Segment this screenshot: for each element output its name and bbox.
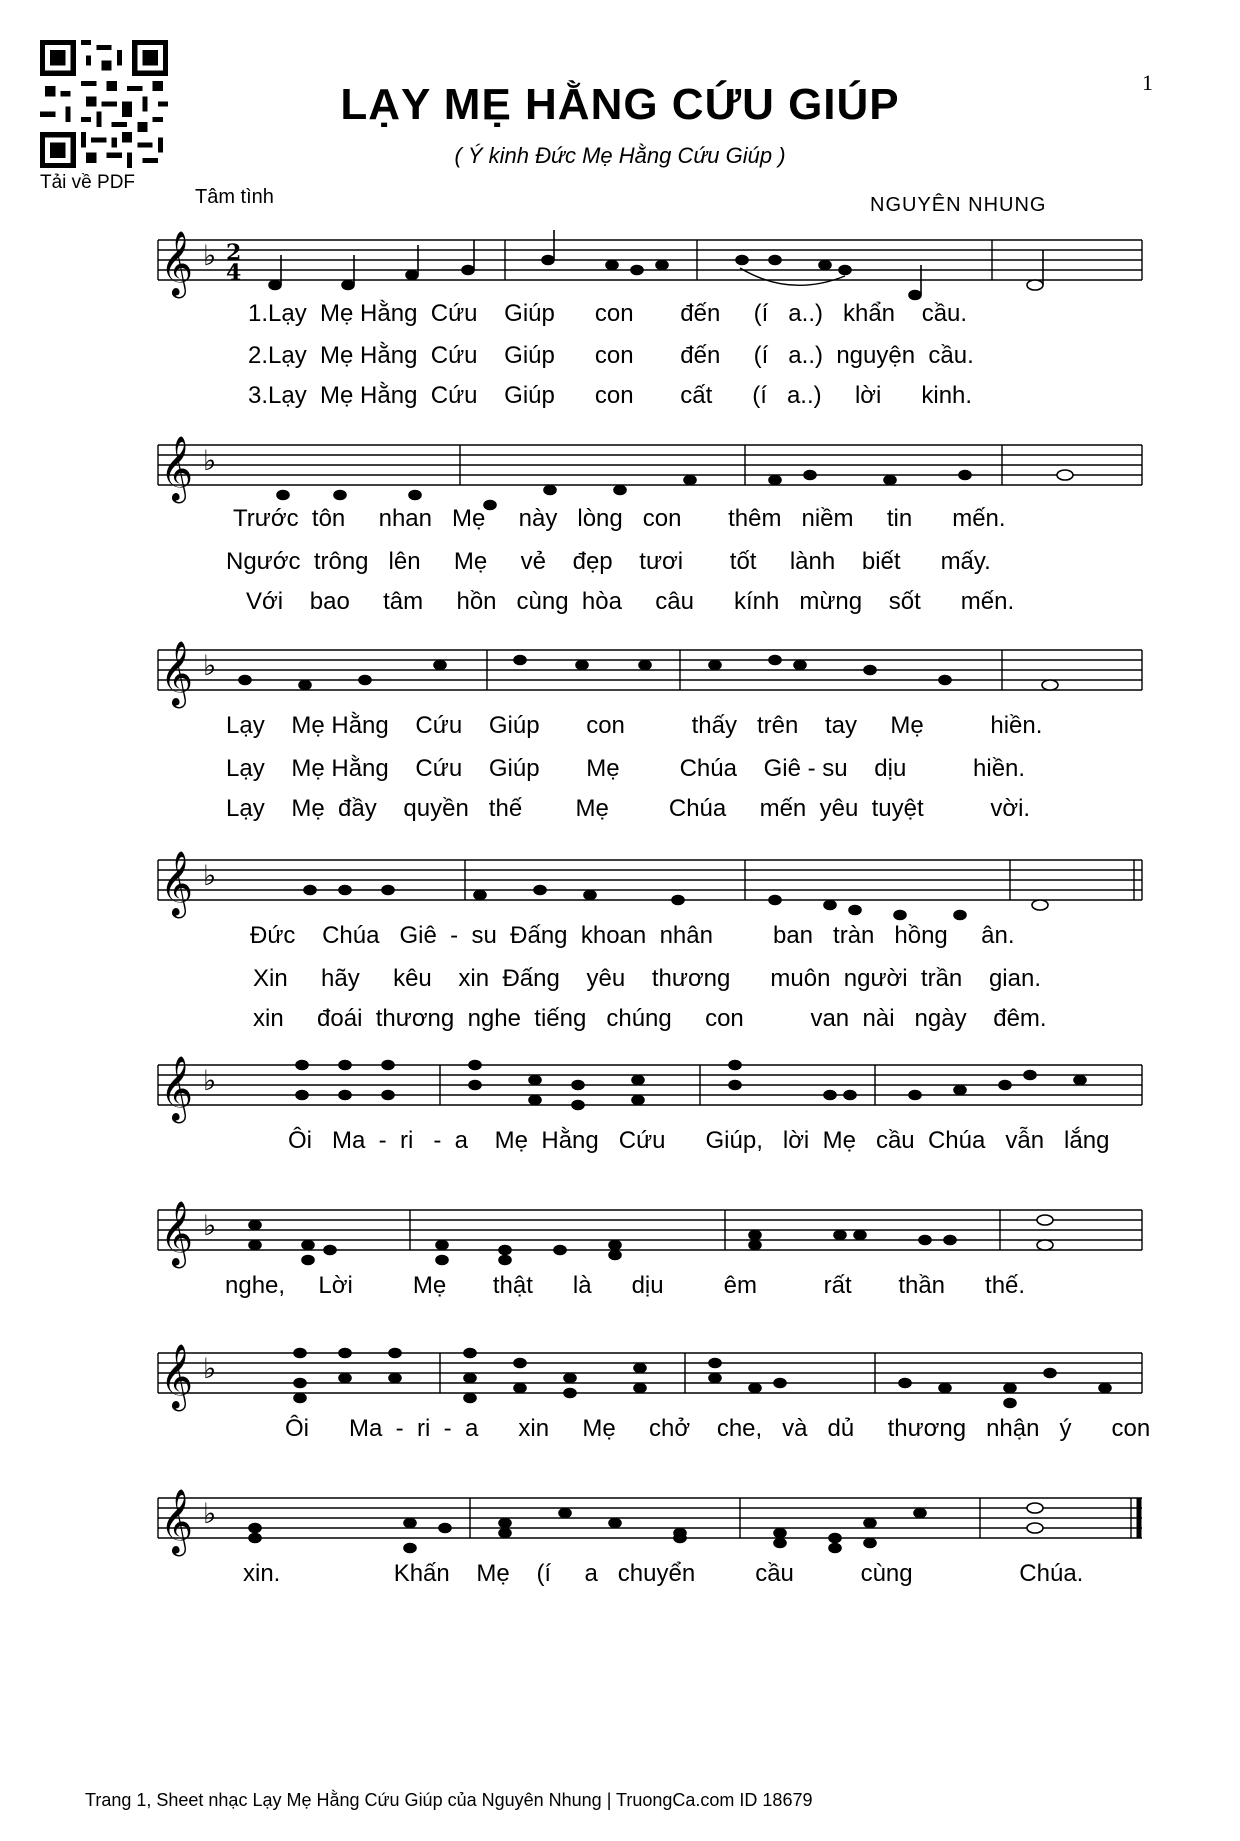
composer-name: NGUYÊN NHUNG xyxy=(870,194,1047,216)
time-signature-bottom: 4 xyxy=(226,260,242,286)
lyric-verse-1-line-1: 1.Lạy Mẹ Hằng Cứu Giúp con đến (í a..) khẩn cầu. xyxy=(248,300,968,327)
lyric-verse-2-line-3: Lạy Mẹ Hằng Cứu Giúp Mẹ Chúa Giê - su dịu hiền. xyxy=(226,755,1026,782)
time-signature-top: 2 xyxy=(226,240,242,266)
svg-text:𝄞: 𝄞 xyxy=(160,1056,194,1121)
lyric-chorus-line-1: Ôi Ma - ri - a Mẹ Hằng Cứu Giúp, lời Mẹ cầu Chúa vẫn lắng xyxy=(288,1127,1110,1154)
svg-text:𝄞: 𝄞 xyxy=(160,641,194,706)
song-title: LẠY MẸ HẰNG CỨU GIÚP xyxy=(340,80,900,129)
svg-text:♭: ♭ xyxy=(203,1497,217,1530)
lyric-verse-3-line-2: Với bao tâm hồn cùng hòa câu kính mừng sốt mến. xyxy=(246,588,1015,615)
lyric-verse-2-line-1: 2.Lạy Mẹ Hằng Cứu Giúp con đến (í a..) nguyện cầu. xyxy=(248,342,974,369)
lyric-verse-2-line-2: Ngước trông lên Mẹ vẻ đẹp tươi tốt lành biết mấy. xyxy=(226,548,991,575)
tempo-marking: Tâm tình xyxy=(195,186,274,208)
svg-text:𝄞: 𝄞 xyxy=(160,851,194,916)
song-subtitle: ( Ý kinh Đức Mẹ Hằng Cứu Giúp ) xyxy=(454,143,786,168)
lyric-chorus-line-4: xin. Khấn Mẹ (í a chuyển cầu cùng Chúa. xyxy=(243,1560,1084,1587)
svg-text:♭: ♭ xyxy=(203,1064,217,1097)
lyric-chorus-line-2: nghe, Lời Mẹ thật là dịu êm rất thần thế. xyxy=(225,1272,1026,1299)
page-number: 1 xyxy=(1142,70,1153,95)
page-footer: Trang 1, Sheet nhạc Lạy Mẹ Hằng Cứu Giúp của Nguyên Nhung | TruongCa.com ID 18679 xyxy=(85,1790,813,1810)
svg-text:𝄞: 𝄞 xyxy=(160,231,194,296)
svg-text:♭: ♭ xyxy=(203,1209,217,1242)
lyric-chorus-line-3: Ôi Ma - ri - a xin Mẹ chở che, và dủ thương nhận ý con xyxy=(285,1415,1151,1442)
download-pdf-label[interactable]: Tải về PDF xyxy=(40,172,136,193)
lyric-verse-1-line-2: Trước tôn nhan Mẹ này lòng con thêm niềm tin mến. xyxy=(233,505,1006,532)
lyric-verse-1-line-4: Đức Chúa Giê - su Đấng khoan nhân ban tràn hồng ân. xyxy=(250,922,1015,949)
svg-text:♭: ♭ xyxy=(203,239,217,272)
lyric-verse-3-line-3: Lạy Mẹ đầy quyền thế Mẹ Chúa mến yêu tuyệt vời. xyxy=(226,795,1031,822)
lyric-verse-3-line-1: 3.Lạy Mẹ Hằng Cứu Giúp con cất (í a..) lời kinh. xyxy=(248,382,973,409)
lyric-verse-1-line-3: Lạy Mẹ Hằng Cứu Giúp con thấy trên tay Mẹ hiền. xyxy=(226,712,1043,739)
svg-text:𝄞: 𝄞 xyxy=(160,1201,194,1266)
svg-text:♭: ♭ xyxy=(203,1352,217,1385)
svg-text:𝄞: 𝄞 xyxy=(160,436,194,501)
svg-text:♭: ♭ xyxy=(203,444,217,477)
lyric-verse-2-line-4: Xin hãy kêu xin Đấng yêu thương muôn người trần gian. xyxy=(253,965,1041,992)
svg-text:𝄞: 𝄞 xyxy=(160,1489,194,1554)
lyric-verse-3-line-4: xin đoái thương nghe tiếng chúng con van nài ngày đêm. xyxy=(253,1005,1047,1032)
svg-text:𝄞: 𝄞 xyxy=(160,1344,194,1409)
svg-text:♭: ♭ xyxy=(203,859,217,892)
svg-text:♭: ♭ xyxy=(203,649,217,682)
